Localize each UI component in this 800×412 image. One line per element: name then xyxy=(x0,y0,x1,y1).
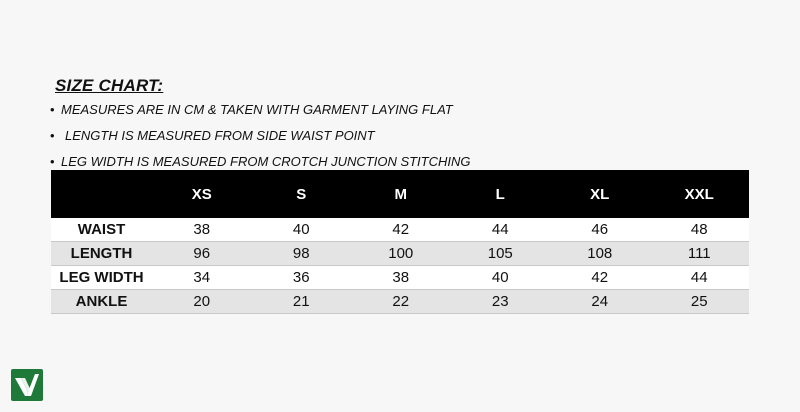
note-text: LENGTH IS MEASURED FROM SIDE WAIST POINT xyxy=(65,128,375,143)
header-cell-size: XS xyxy=(191,185,212,203)
table-cell: 46 xyxy=(550,218,650,242)
measurement-notes xyxy=(50,101,471,179)
header-cell-size: XL xyxy=(590,185,610,203)
row-label: LENGTH xyxy=(51,242,152,266)
row-label: WAIST xyxy=(51,218,152,242)
table-cell: 96 xyxy=(152,242,252,266)
row-label: LEG WIDTH xyxy=(51,266,152,290)
note-item xyxy=(50,127,471,153)
table-cell: 42 xyxy=(351,218,451,242)
table-cell: 44 xyxy=(451,218,551,242)
table-cell: 48 xyxy=(650,218,750,242)
brand-logo-icon xyxy=(11,369,43,401)
table-cell: 38 xyxy=(152,218,252,242)
header-cell-size: L xyxy=(495,185,505,203)
header-cell-size: S xyxy=(296,185,307,203)
table-cell: 108 xyxy=(550,242,650,266)
bullet-icon: • xyxy=(50,154,55,169)
row-label: ANKLE xyxy=(51,290,152,314)
table-cell: 34 xyxy=(152,266,252,290)
table-row-leg-width xyxy=(51,266,749,290)
table-cell: 20 xyxy=(152,290,252,314)
table-cell: 38 xyxy=(351,266,451,290)
table-cell: 25 xyxy=(650,290,750,314)
table-cell: 40 xyxy=(252,218,352,242)
table-row-length xyxy=(51,242,749,266)
table-cell: 44 xyxy=(650,266,750,290)
header-cell-size: M xyxy=(394,185,407,203)
note-item xyxy=(50,101,471,127)
size-chart-heading: SIZE CHART: xyxy=(55,76,164,95)
table-cell: 42 xyxy=(550,266,650,290)
table-cell: 98 xyxy=(252,242,352,266)
table-cell: 111 xyxy=(650,242,750,266)
header-cell-empty xyxy=(51,170,152,218)
table-cell: 36 xyxy=(252,266,352,290)
bullet-icon: • xyxy=(50,128,55,143)
note-text: LEG WIDTH IS MEASURED FROM CROTCH JUNCTION STITCHING xyxy=(61,154,471,169)
table-header-row xyxy=(51,170,749,218)
header-cell-size: XXL xyxy=(684,185,714,203)
table-cell: 40 xyxy=(451,266,551,290)
table-cell: 100 xyxy=(351,242,451,266)
table-cell: 21 xyxy=(252,290,352,314)
table-cell: 22 xyxy=(351,290,451,314)
table-row-ankle xyxy=(51,290,749,314)
table-cell: 24 xyxy=(550,290,650,314)
table-cell: 105 xyxy=(451,242,551,266)
size-chart-table xyxy=(51,170,749,314)
note-text: MEASURES ARE IN CM & TAKEN WITH GARMENT LAYING FLAT xyxy=(61,102,453,117)
table-row-waist xyxy=(51,218,749,242)
bullet-icon: • xyxy=(50,102,55,117)
table-cell: 23 xyxy=(451,290,551,314)
